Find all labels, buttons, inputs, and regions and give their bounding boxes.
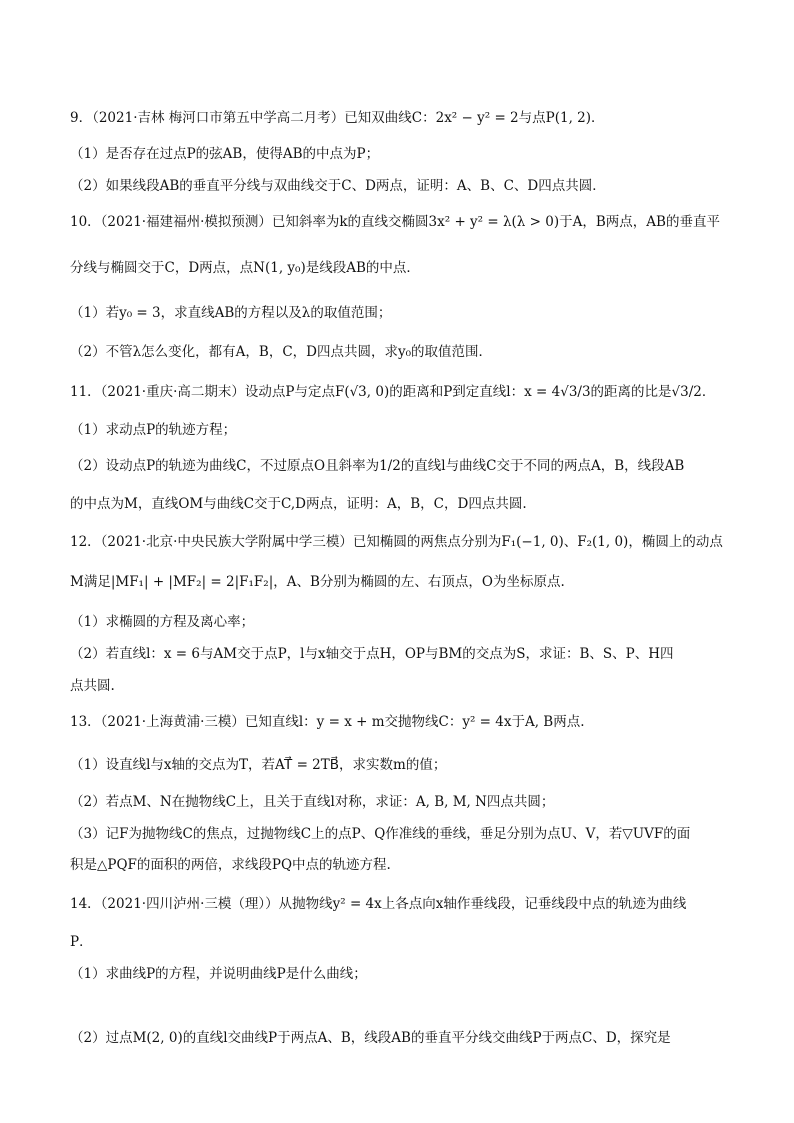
problem-9-line-1: 9．（2021·吉林 梅河口市第五中学高二月考）已知双曲线C：2x² − y² = 2与点P(1, 2)． [70,110,605,126]
problem-10-line-1: 10．（2021·福建福州·模拟预测）已知斜率为k的直线交椭圆3x² + y² = λ(λ > 0)于A，B两点，AB的垂直平 [70,214,720,230]
problem-9-line-3: （2）如果线段AB的垂直平分线与双曲线交于C、D两点，证明：A、B、C、D四点共圆． [70,178,606,194]
problem-13-line-5: 积是△PQF的面积的两倍，求线段PQ中点的轨迹方程. [70,857,391,873]
problem-12-line-4: （2）若直线l：x = 6与AM交于点P，l与x轴交于点H，OP与BM的交点为S，求证：B、S、P、H四 [70,646,674,662]
problem-10-line-4: （2）不管λ怎么变化，都有A，B，C，D四点共圆，求y₀的取值范围． [70,344,493,360]
problem-12-line-3: （1）求椭圆的方程及离心率； [70,614,255,630]
problem-9-line-2: （1）是否存在过点P的弦AB，使得AB的中点为P； [70,146,380,162]
problem-11-line-4: 的中点为M，直线OM与曲线C交于C,D两点，证明：A，B，C，D四点共圆. [70,496,527,512]
problem-13-line-1: 13．（2021·上海黄浦·三模）已知直线l：y = x + m交抛物线C：y² = 4x于A, B两点. [70,714,585,730]
problem-12-line-1: 12．（2021·北京·中央民族大学附属中学三模）已知椭圆的两焦点分别为F₁(−1, 0)、F₂(1, 0)，椭圆上的动点 [70,534,723,550]
problem-11-line-3: （2）设动点P的轨迹为曲线C，不过原点O且斜率为1/2的直线l与曲线C交于不同的两点A，B，线段AB [70,458,685,474]
problem-10-line-2: 分线与椭圆交于C，D两点，点N(1, y₀)是线段AB的中点． [70,260,420,276]
problem-12-line-5: 点共圆. [70,678,115,694]
problem-13-line-2: （1）设直线l与x轴的交点为T，若AT⃗ = 2TB⃗，求实数m的值； [70,757,447,773]
problem-13-line-4: （3）记F为抛物线C的焦点，过抛物线C上的点P、Q作准线的垂线，垂足分别为点U、V，若▽UVF的面 [70,826,691,842]
problem-11-line-2: （1）求动点P的轨迹方程； [70,422,237,438]
problem-14-line-4: （2）过点M(2, 0)的直线l交曲线P于两点A、B，线段AB的垂直平分线交曲线P于两点C、D，探究是 [70,1030,671,1046]
problem-12-line-2: M满足|MF₁| + |MF₂| = 2|F₁F₂|，A、B分别为椭圆的左、右顶点，O为坐标原点. [70,574,565,590]
problem-14-line-3: （1）求曲线P的方程，并说明曲线P是什么曲线； [70,966,367,982]
problem-14-line-2: P． [70,934,93,950]
problem-13-line-3: （2）若点M、N在抛物线C上，且关于直线l对称，求证：A, B, M, N四点共圆； [70,794,555,810]
problem-11-line-1: 11．（2021·重庆·高二期末）设动点P与定点F(√3, 0)的距离和P到定直线l：x = 4√3/3的距离的比是√3/2． [70,384,716,400]
problem-10-line-3: （1）若y₀ = 3，求直线AB的方程以及λ的取值范围； [70,305,392,321]
problem-14-line-1: 14．（2021·四川泸州·三模（理））从抛物线y² = 4x上各点向x轴作垂线段，记垂线段中点的轨迹为曲线 [70,896,687,912]
